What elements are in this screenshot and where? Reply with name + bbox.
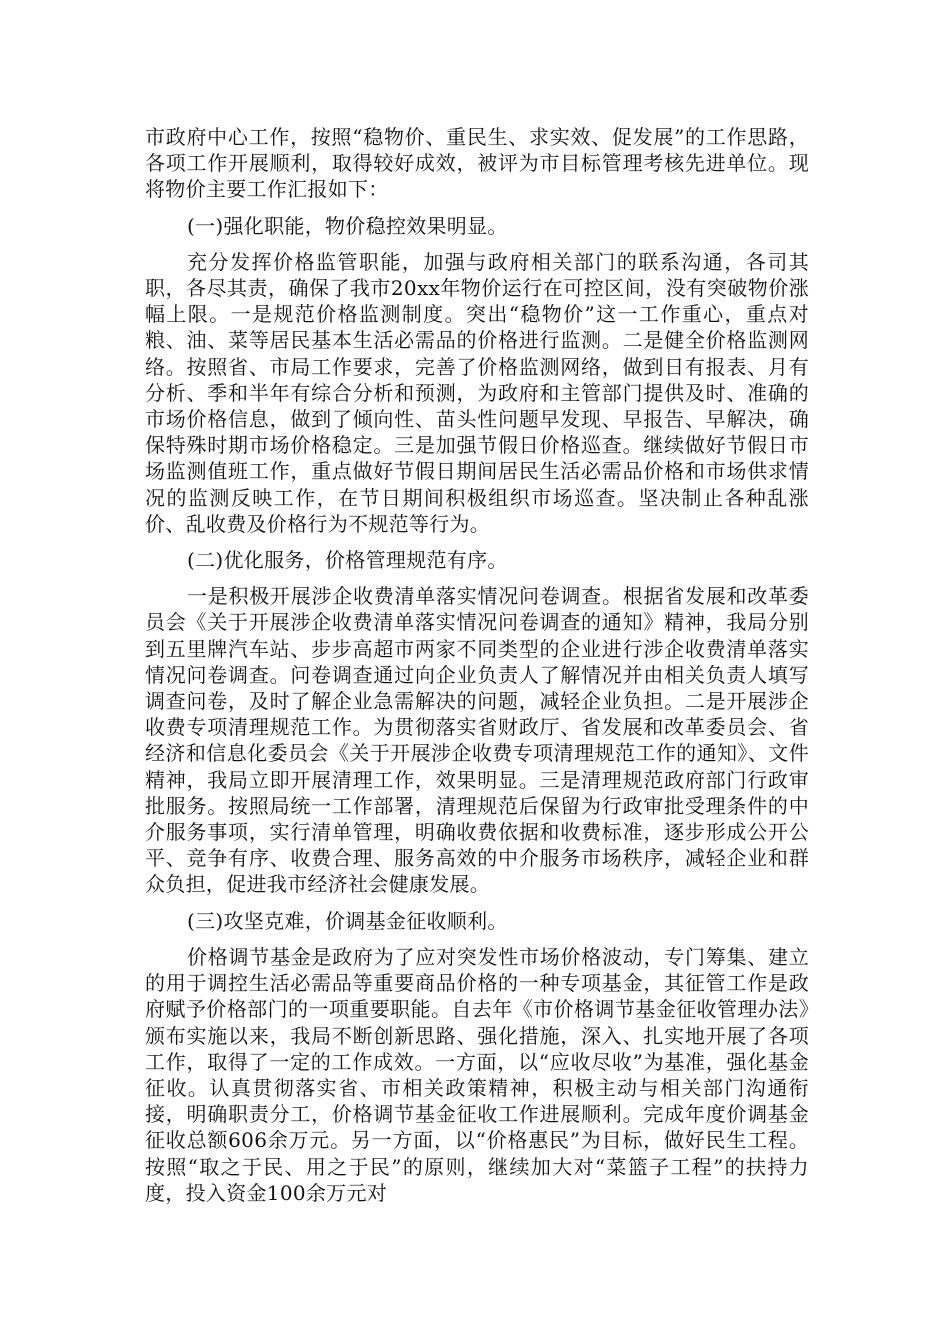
section-1-body: 充分发挥价格监管职能，加强与政府相关部门的联系沟通，各司其职，各尽其责，确保了我市20xx年物价运行在可控区间，没有突破物价涨幅上限。一是规范价格监测制度。突出“稳物价”这一工作重心，重点对粮、油、菜等居民基本生活必需品的价格进行监测。二是健全价格监测网络。按照省、市局工作要求，完善了价格监测网络，做到日有报表、月有分析、季和半年有综合分析和预测，为政府和主管部门提供及时、准确的市场价格信息，做到了倾向性、苗头性问题早发现、早报告、早解决，确保特殊时期市场价格稳定。三是加强节假日价格巡查。继续做好节假日市场监测值班工作，重点做好节假日期间居民生活必需品价格和市场供求情况的监测反映工作，在节日期间积极组织市场巡查。坚决制止各种乱涨价、乱收费及价格行为不规范等行为。 [145, 249, 809, 536]
intro-paragraph: 市政府中心工作，按照“稳物价、重民生、求实效、促发展”的工作思路，各项工作开展顺利，取得较好成效，被评为市目标管理考核先进单位。现将物价主要工作汇报如下： [145, 125, 809, 202]
section-2-body: 一是积极开展涉企收费清单落实情况问卷调查。根据省发展和改革委员会《关于开展涉企收费清单落实情况问卷调查的通知》精神，我局分别到五里牌汽车站、步步高超市两家不同类型的企业进行涉企收费清单落实情况问卷调查。问卷调查通过向企业负责人了解情况并由相关负责人填写调查问卷，及时了解企业急需解决的问题，减轻企业负担。二是开展涉企收费专项清理规范工作。为贯彻落实省财政厅、省发展和改革委员会、省经济和信息化委员会《关于开展涉企收费专项清理规范工作的通知》、文件精神，我局立即开展清理工作，效果明显。三是清理规范政府部门行政审批服务。按照局统一工作部署，清理规范后保留为行政审批受理条件的中介服务事项，实行清单管理，明确收费依据和收费标准，逐步形成公开公平、竞争有序、收费合理、服务高效的中介服务市场秩序，减轻企业和群众负担，促进我市经济社会健康发展。 [145, 584, 809, 897]
section-3-heading: (三)攻坚克难，价调基金征收顺利。 [187, 908, 508, 933]
document-page [145, 124, 809, 1216]
section-2-heading: (二)优化服务，价格管理规范有序。 [187, 548, 508, 573]
section-1-heading: (一)强化职能，物价稳控效果明显。 [187, 213, 508, 238]
section-3-body: 价格调节基金是政府为了应对突发性市场价格波动，专门筹集、建立的用于调控生活必需品等重要商品价格的一种专项基金，其征管工作是政府赋予价格部门的一项重要职能。自去年《市价格调节基金征收管理办法》颁布实施以来，我局不断创新思路、强化措施，深入、扎实地开展了各项工作，取得了一定的工作成效。一方面，以“应收尽收”为基准，强化基金征收。认真贯彻落实省、市相关政策精神，积极主动与相关部门沟通衔接，明确职责分工，价格调节基金征收工作进展顺利。完成年度价调基金征收总额606余万元。另一方面，以“价格惠民”为目标，做好民生工程。按照“取之于民、用之于民”的原则，继续加大对“菜篮子工程”的扶持力度，投入资金100余万元对 [145, 944, 809, 1205]
